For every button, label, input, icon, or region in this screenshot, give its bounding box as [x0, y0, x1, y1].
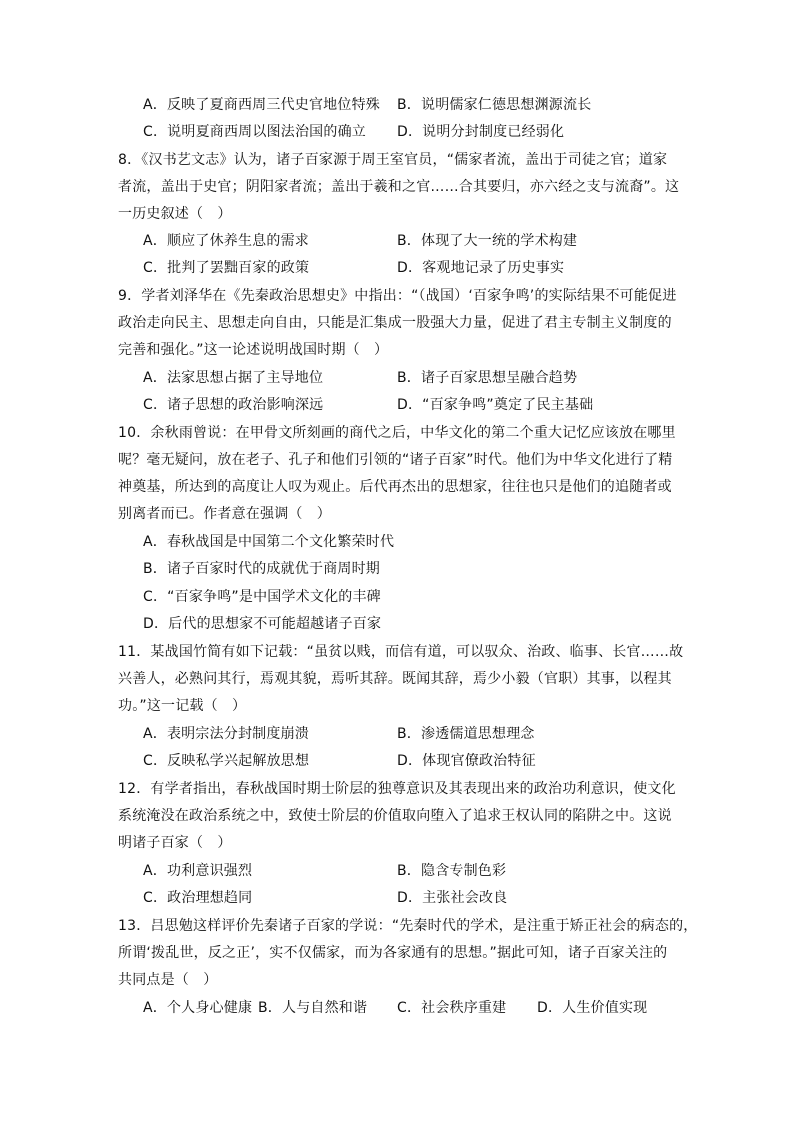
q10-option-c: C．“百家争鸣”是中国学术文化的丰碑	[143, 589, 381, 605]
q13-option-d: D．人生价值实现	[537, 1000, 648, 1016]
q11-stem-line-3: 功。”这一记载（ ）	[118, 698, 247, 714]
q7-option-b: B．说明儒家仁德思想渊源流长	[397, 97, 592, 113]
q11-option-d: D．体现官僚政治特征	[397, 753, 536, 769]
q9-stem-line-2: 政治走向民主、思想走向自由，只能是汇集成一股强大力量，促进了君主专制主义制度的	[118, 315, 672, 331]
q7-option-a: A．反映了夏商西周三代史官地位特殊	[143, 97, 380, 113]
q8-option-d: D．客观地记录了历史事实	[397, 260, 565, 276]
q8-stem-line-3: 一历史叙述（ ）	[118, 206, 232, 222]
q8-option-a: A．顺应了休养生息的需求	[143, 233, 309, 249]
q8-stem-line-2: 者流，盖出于史官；阴阳家者流；盖出于羲和之官……合其要归，亦六经之支与流裔”。这	[118, 179, 680, 195]
q12-stem-line-1: 12．有学者指出，春秋战国时期士阶层的独尊意识及其表现出来的政治功利意识，使文化	[118, 781, 676, 797]
q11-stem-line-2: 兴善人，必熟问其行，焉观其貌，焉听其辞。既闻其辞，焉少小毅（官职）其事，以程其	[118, 671, 672, 687]
q10-stem-line-2: 呢？毫无疑问，放在老子、孔子和他们引领的“诸子百家”时代。他们为中华文化进行了精	[118, 452, 673, 468]
q13-option-b: B．人与自然和谐	[258, 1000, 368, 1016]
q9-stem-line-3: 完善和强化。”这一论述说明战国时期（ ）	[118, 342, 389, 358]
q13-option-a: A．个人身心健康	[143, 1000, 253, 1016]
q8-option-b: B．体现了大一统的学术构建	[397, 233, 578, 249]
q13-stem-line-2: 所谓‘拨乱世，反之正’，实不仅儒家，而为各家通有的思想。”据此可知，诸子百家关注的	[118, 945, 668, 961]
q11-option-a: A．表明宗法分封制度崩溃	[143, 726, 309, 742]
q11-option-b: B．渗透儒道思想理念	[397, 726, 535, 742]
q9-option-a: A．法家思想占据了主导地位	[143, 370, 324, 386]
q10-option-b: B．诸子百家时代的成就优于商周时期	[143, 561, 381, 577]
q13-stem-line-3: 共同点是（ ）	[118, 972, 218, 988]
q9-stem-line-1: 9．学者刘泽华在《先秦政治思想史》中指出：“（战国）‘百家争鸣’的实际结果不可能促进	[118, 288, 677, 304]
q10-option-d: D．后代的思想家不可能超越诸子百家	[143, 616, 382, 632]
q13-stem-line-1: 13．吕思勉这样评价先秦诸子百家的学说：“先秦时代的学术，是注重于矫正社会的病态的，	[118, 918, 698, 934]
q13-option-c: C．社会秩序重建	[397, 1000, 507, 1016]
q8-stem-line-1: 8．《汉书艺文志》认为，诸子百家源于周王室官员，“儒家者流，盖出于司徒之官；道家	[118, 152, 668, 168]
q7-option-c: C．说明夏商西周以图法治国的确立	[143, 124, 366, 140]
q10-stem-line-4: 别离者而已。作者意在强调（ ）	[118, 506, 331, 522]
q12-stem-line-3: 明诸子百家（ ）	[118, 835, 232, 851]
q9-option-d: D．“百家争鸣”奠定了民主基础	[397, 397, 594, 413]
q9-option-b: B．诸子百家思想呈融合趋势	[397, 370, 578, 386]
q12-option-d: D．主张社会改良	[397, 890, 508, 906]
q7-option-d: D．说明分封制度已经弱化	[397, 124, 565, 140]
q11-option-c: C．反映私学兴起解放思想	[143, 753, 310, 769]
q11-stem-line-1: 11．某战国竹简有如下记载：“虽贫以贱，而信有道，可以驭众、治政、临事、长官……故	[118, 644, 684, 660]
q10-option-a: A．春秋战国是中国第二个文化繁荣时代	[143, 534, 395, 550]
q12-option-c: C．政治理想趋同	[143, 890, 253, 906]
q12-option-a: A．功利意识强烈	[143, 863, 253, 879]
q12-option-b: B．隐含专制色彩	[397, 863, 507, 879]
q10-stem-line-3: 神奠基，所达到的高度让人叹为观止。后代再杰出的思想家，往往也只是他们的追随者或	[118, 479, 672, 495]
q9-option-c: C．诸子思想的政治影响深远	[143, 397, 324, 413]
q8-option-c: C．批判了罢黜百家的政策	[143, 260, 310, 276]
q12-stem-line-2: 系统淹没在政治系统之中，致使士阶层的价值取向堕入了追求王权认同的陷阱之中。这说	[118, 808, 672, 824]
q10-stem-line-1: 10．余秋雨曾说：在甲骨文所刻画的商代之后，中华文化的第二个重大记忆应该放在哪里	[118, 425, 676, 441]
